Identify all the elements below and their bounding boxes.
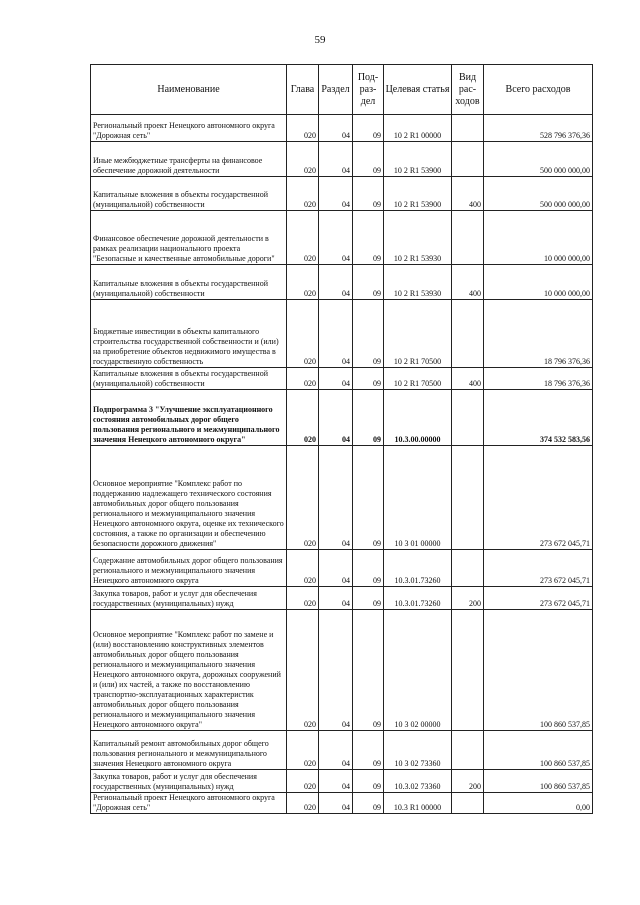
cell-vid bbox=[452, 390, 484, 446]
table-row bbox=[91, 587, 593, 610]
cell-glava: 020 bbox=[287, 265, 319, 300]
cell-glava: 020 bbox=[287, 446, 319, 550]
table-row bbox=[91, 770, 593, 793]
cell-podrazdel: 09 bbox=[353, 177, 384, 211]
cell-glava: 020 bbox=[287, 300, 319, 368]
table-row bbox=[91, 390, 593, 446]
cell-razdel: 04 bbox=[319, 390, 353, 446]
cell-podrazdel: 09 bbox=[353, 610, 384, 731]
table-row bbox=[91, 793, 593, 814]
cell-total: 500 000 000,00 bbox=[484, 177, 593, 211]
cell-vid: 400 bbox=[452, 265, 484, 300]
cell-name: Капитальный ремонт автомобильных дорог общего пользования регионального и межмуниципального значения Ненецкого автономного округа bbox=[91, 731, 287, 770]
col-header-section: Раздел bbox=[319, 65, 353, 115]
table-row bbox=[91, 368, 593, 390]
table-row bbox=[91, 731, 593, 770]
cell-razdel: 04 bbox=[319, 177, 353, 211]
cell-podrazdel: 09 bbox=[353, 142, 384, 177]
cell-razdel: 04 bbox=[319, 265, 353, 300]
cell-total: 500 000 000,00 bbox=[484, 142, 593, 177]
cell-target: 10.3.00.00000 bbox=[384, 390, 452, 446]
col-header-total: Всего расходов bbox=[484, 65, 593, 115]
cell-razdel: 04 bbox=[319, 793, 353, 814]
cell-total: 10 000 000,00 bbox=[484, 211, 593, 265]
col-header-name: Наименование bbox=[91, 65, 287, 115]
cell-podrazdel: 09 bbox=[353, 793, 384, 814]
cell-vid bbox=[452, 731, 484, 770]
cell-podrazdel: 09 bbox=[353, 587, 384, 610]
cell-name: Бюджетные инвестиции в объекты капитального строительства государственной собственности и (или) на приобретение объектов недвижимого имущества в государственную собственность bbox=[91, 300, 287, 368]
page-number: 59 bbox=[314, 34, 326, 46]
cell-podrazdel: 09 bbox=[353, 550, 384, 587]
cell-name: Финансовое обеспечение дорожной деятельности в рамках реализации национального проекта "Безопасные и качественные автомобильные дороги" bbox=[91, 211, 287, 265]
cell-razdel: 04 bbox=[319, 587, 353, 610]
table-row bbox=[91, 550, 593, 587]
cell-name: Закупка товаров, работ и услуг для обеспечения государственных (муниципальных) нужд bbox=[91, 587, 287, 610]
cell-total: 100 860 537,85 bbox=[484, 770, 593, 793]
cell-target: 10.3.01.73260 bbox=[384, 550, 452, 587]
cell-podrazdel: 09 bbox=[353, 731, 384, 770]
cell-name: Закупка товаров, работ и услуг для обеспечения государственных (муниципальных) нужд bbox=[91, 770, 287, 793]
cell-total: 528 796 376,36 bbox=[484, 115, 593, 142]
cell-glava: 020 bbox=[287, 587, 319, 610]
cell-razdel: 04 bbox=[319, 300, 353, 368]
cell-target: 10 2 R1 53900 bbox=[384, 142, 452, 177]
cell-glava: 020 bbox=[287, 115, 319, 142]
cell-total: 0,00 bbox=[484, 793, 593, 814]
table-row bbox=[91, 115, 593, 142]
cell-name: Капитальные вложения в объекты государственной (муниципальной) собственности bbox=[91, 177, 287, 211]
table-row bbox=[91, 446, 593, 550]
cell-vid bbox=[452, 610, 484, 731]
cell-podrazdel: 09 bbox=[353, 211, 384, 265]
table-row bbox=[91, 300, 593, 368]
cell-name: Капитальные вложения в объекты государственной (муниципальной) собственности bbox=[91, 368, 287, 390]
cell-name: Капитальные вложения в объекты государственной (муниципальной) собственности bbox=[91, 265, 287, 300]
cell-target: 10 3 02 73360 bbox=[384, 731, 452, 770]
cell-name: Региональный проект Ненецкого автономного округа "Дорожная сеть" bbox=[91, 115, 287, 142]
cell-glava: 020 bbox=[287, 177, 319, 211]
cell-glava: 020 bbox=[287, 550, 319, 587]
cell-vid bbox=[452, 550, 484, 587]
table-body bbox=[91, 115, 593, 814]
cell-razdel: 04 bbox=[319, 115, 353, 142]
cell-total: 100 860 537,85 bbox=[484, 610, 593, 731]
cell-razdel: 04 bbox=[319, 731, 353, 770]
cell-glava: 020 bbox=[287, 731, 319, 770]
cell-glava: 020 bbox=[287, 142, 319, 177]
cell-podrazdel: 09 bbox=[353, 770, 384, 793]
cell-vid bbox=[452, 142, 484, 177]
cell-glava: 020 bbox=[287, 368, 319, 390]
cell-glava: 020 bbox=[287, 610, 319, 731]
cell-razdel: 04 bbox=[319, 550, 353, 587]
cell-total: 273 672 045,71 bbox=[484, 550, 593, 587]
col-header-subsection: Под- раз- дел bbox=[353, 65, 384, 115]
cell-glava: 020 bbox=[287, 793, 319, 814]
cell-target: 10 3 02 00000 bbox=[384, 610, 452, 731]
cell-podrazdel: 09 bbox=[353, 368, 384, 390]
table-row bbox=[91, 177, 593, 211]
cell-vid bbox=[452, 446, 484, 550]
cell-podrazdel: 09 bbox=[353, 115, 384, 142]
cell-target: 10 2 R1 53930 bbox=[384, 211, 452, 265]
cell-target: 10.3 R1 00000 bbox=[384, 793, 452, 814]
cell-vid: 400 bbox=[452, 368, 484, 390]
cell-target: 10 2 R1 53930 bbox=[384, 265, 452, 300]
cell-name: Основное мероприятие "Комплекс работ по замене и (или) восстановлению конструктивных элементов автомобильных дорог общего пользования регионального и межмуниципального значения Ненецкого автономного округа, дорожных сооружений и (или) их частей, а также по восстановлению транспортно-эксплуатационных характеристик автомобильных дорог общего пользования регионального и межмуниципального значения Ненецкого автономного округа" bbox=[91, 610, 287, 731]
table-row bbox=[91, 265, 593, 300]
table-row bbox=[91, 211, 593, 265]
cell-vid bbox=[452, 300, 484, 368]
cell-glava: 020 bbox=[287, 211, 319, 265]
cell-target: 10 3 01 00000 bbox=[384, 446, 452, 550]
cell-target: 10.3.02 73360 bbox=[384, 770, 452, 793]
cell-name: Подпрограмма 3 "Улучшение эксплуатационного состояния автомобильных дорог общего пользования регионального и межмуниципального значения Ненецкого автономного округа" bbox=[91, 390, 287, 446]
cell-target: 10.3.01.73260 bbox=[384, 587, 452, 610]
cell-total: 374 532 583,56 bbox=[484, 390, 593, 446]
col-header-expense-type: Вид рас- ходов bbox=[452, 65, 484, 115]
cell-vid: 400 bbox=[452, 177, 484, 211]
cell-razdel: 04 bbox=[319, 610, 353, 731]
budget-table bbox=[90, 64, 593, 814]
table-row bbox=[91, 142, 593, 177]
cell-podrazdel: 09 bbox=[353, 300, 384, 368]
cell-glava: 020 bbox=[287, 770, 319, 793]
cell-name: Содержание автомобильных дорог общего пользования регионального и межмуниципального значения Ненецкого автономного округа bbox=[91, 550, 287, 587]
cell-total: 18 796 376,36 bbox=[484, 300, 593, 368]
cell-target: 10 2 R1 70500 bbox=[384, 368, 452, 390]
cell-name: Региональный проект Ненецкого автономного округа "Дорожная сеть" bbox=[91, 793, 287, 814]
cell-target: 10 2 R1 00000 bbox=[384, 115, 452, 142]
col-header-chapter: Глава bbox=[287, 65, 319, 115]
cell-podrazdel: 09 bbox=[353, 446, 384, 550]
cell-podrazdel: 09 bbox=[353, 265, 384, 300]
cell-razdel: 04 bbox=[319, 770, 353, 793]
cell-vid: 200 bbox=[452, 587, 484, 610]
cell-glava: 020 bbox=[287, 390, 319, 446]
cell-total: 18 796 376,36 bbox=[484, 368, 593, 390]
cell-name: Основное мероприятие "Комплекс работ по поддержанию надлежащего технического состояния автомобильных дорог общего пользования регионального и межмуниципального значения Ненецкого автономного округа, оценке их технического состояния, а также по организации и обеспечению безопасности дорожного движения" bbox=[91, 446, 287, 550]
cell-razdel: 04 bbox=[319, 368, 353, 390]
cell-razdel: 04 bbox=[319, 446, 353, 550]
cell-name: Иные межбюджетные трансферты на финансовое обеспечение дорожной деятельности bbox=[91, 142, 287, 177]
cell-razdel: 04 bbox=[319, 211, 353, 265]
cell-total: 100 860 537,85 bbox=[484, 731, 593, 770]
table-row bbox=[91, 610, 593, 731]
cell-total: 273 672 045,71 bbox=[484, 446, 593, 550]
cell-razdel: 04 bbox=[319, 142, 353, 177]
cell-vid bbox=[452, 115, 484, 142]
cell-vid bbox=[452, 793, 484, 814]
cell-vid: 200 bbox=[452, 770, 484, 793]
cell-total: 273 672 045,71 bbox=[484, 587, 593, 610]
col-header-target: Целевая статья bbox=[384, 65, 452, 115]
cell-podrazdel: 09 bbox=[353, 390, 384, 446]
cell-target: 10 2 R1 70500 bbox=[384, 300, 452, 368]
cell-total: 10 000 000,00 bbox=[484, 265, 593, 300]
cell-target: 10 2 R1 53900 bbox=[384, 177, 452, 211]
cell-vid bbox=[452, 211, 484, 265]
table-header-row bbox=[91, 65, 593, 115]
